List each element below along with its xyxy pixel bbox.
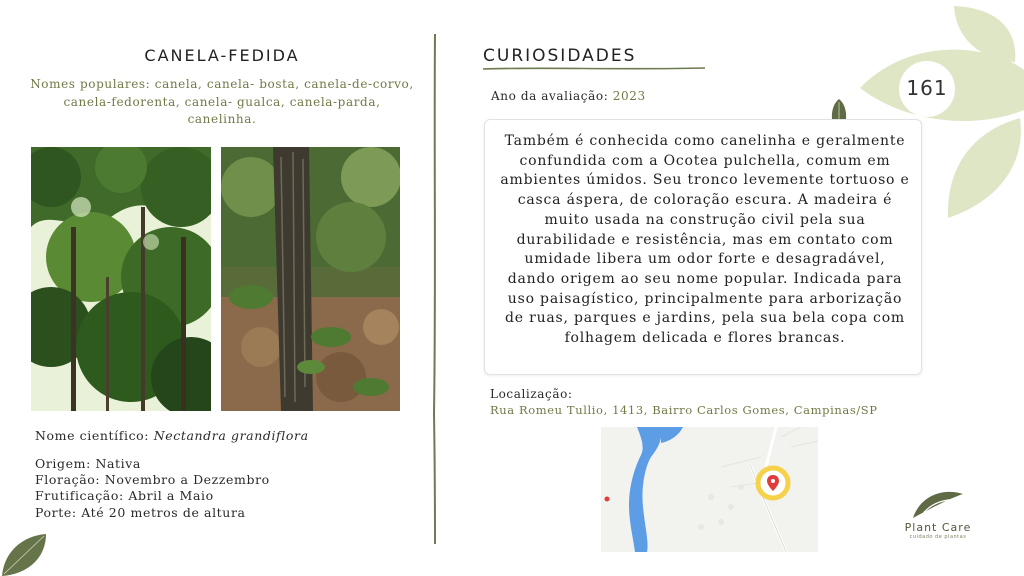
year-value: 2023 [612,89,646,103]
location-label: Localização: [490,387,573,401]
page-number: 161 [906,76,948,100]
year-label: Ano da avaliação: [491,89,609,103]
leaf-shape [948,118,1021,218]
evaluation-year [491,89,646,103]
location-value: Rua Romeu Tullio, 1413, Bairro Carlos Gomes, Campinas/SP [490,403,878,417]
plant-title: CANELA-FEDIDA [144,46,300,65]
origin: Origem: Nativa [35,456,141,471]
flowering: Floração: Novembro a Dezzembro [35,472,270,487]
column-divider [430,34,440,544]
scientific-name-line [35,428,309,445]
scientific-name: Nectandra grandiflora [153,428,309,443]
forest-canopy-photo [31,147,211,411]
plant-care-logo-icon [911,488,965,520]
location-map[interactable] [601,427,818,552]
curiosities-title: CURIOSIDADES [483,46,637,66]
fruiting: Frutificação: Abril a Maio [35,488,214,503]
logo-tagline: cuidado de plantas [909,534,967,540]
description-card [484,119,922,375]
tree-trunk-photo [221,147,400,411]
popular-names: Nomes populares: canela, canela- bosta, canela-de-corvo, canela-fedorenta, canela- gualca, canela-parda, canelinha. [30,77,414,126]
title-underline [483,66,705,72]
scientific-label: Nome científico: [35,428,150,443]
bottom-leaf-icon [0,530,50,576]
description-text: Também é conhecida como canelinha e geralmente confundida com a Ocotea pulchella, comum em ambientes úmidos. Seu tronco levemente tortuoso e casca áspera, de coloração escura. A madeira é muito usada na construção civil pela sua durabilidade e resistência, mas em contato com umidade libera um odor forte e desagradável, dando origem ao seu nome popular. Indicada para uso paisagístico, principalmente para arborização de ruas, parques e jardins, pela sua bela copa com folhagem delicada e flores brancas. [500,133,910,347]
logo-name: Plant Care [904,521,972,534]
plant-size: Porte: Até 20 metros de altura [35,505,246,520]
